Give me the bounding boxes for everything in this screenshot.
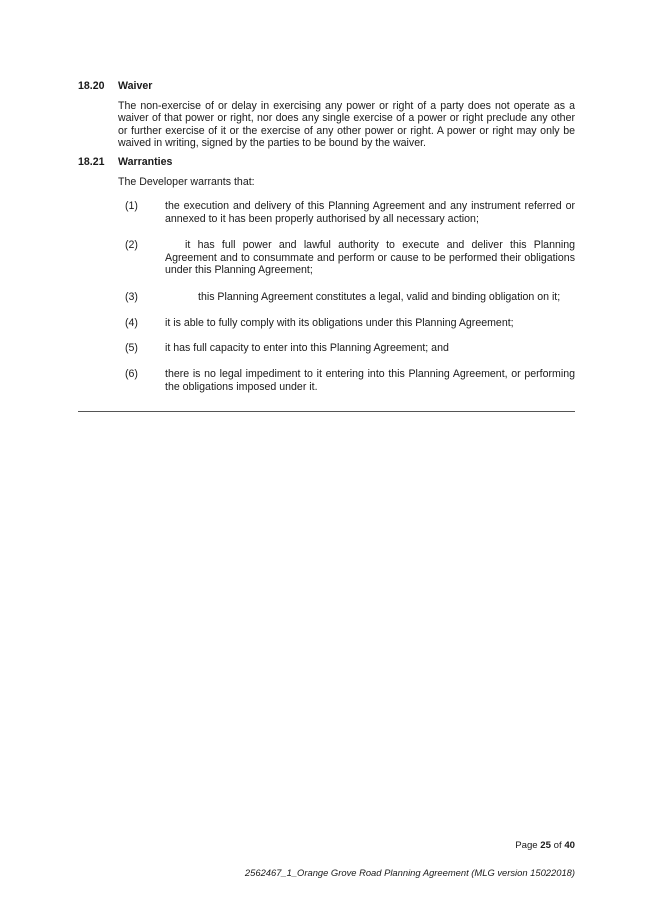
- list-item-marker: (2): [125, 239, 138, 251]
- list-item-text: this Planning Agreement constitutes a legal, valid and binding obligation on it;: [198, 291, 561, 303]
- list-item-text: it is able to fully comply with its obligations under this Planning Agreement;: [165, 317, 514, 329]
- section-title: Waiver: [118, 80, 153, 92]
- list-item: [118, 317, 575, 330]
- section-warranties: [78, 156, 575, 188]
- list-item: [118, 200, 575, 225]
- list-item: [118, 239, 575, 277]
- section-title: Warranties: [118, 156, 173, 168]
- section-waiver: [78, 80, 575, 150]
- list-item-marker: (1): [125, 200, 138, 212]
- section-heading: [78, 80, 575, 93]
- page-number: [515, 840, 575, 853]
- document-reference: 2562467_1_Orange Grove Road Planning Agreement (MLG version 15022018): [244, 867, 575, 878]
- list-item-marker: (3): [125, 291, 138, 303]
- list-item-text: it has full power and lawful authority to execute and deliver this Planning Agreement and to consummate and perform or cause to be performed their obligations under this Planning Agreement;: [165, 239, 575, 277]
- page-total: 40: [564, 840, 575, 851]
- page-current: 25: [540, 840, 551, 851]
- section-heading: [78, 156, 575, 169]
- section-number: 18.20: [78, 80, 105, 92]
- list-item-text: it has full capacity to enter into this Planning Agreement; and: [165, 342, 449, 354]
- list-item: [118, 368, 575, 393]
- page-of: of: [553, 840, 562, 851]
- list-item: [118, 342, 575, 355]
- list-item-marker: (6): [125, 368, 138, 380]
- list-item-text: there is no legal impediment to it entering into this Planning Agreement, or performing the obligations imposed under it.: [165, 368, 575, 393]
- section-body: The Developer warrants that:: [118, 175, 255, 188]
- list-item-marker: (5): [125, 342, 138, 354]
- section-divider: [78, 411, 575, 412]
- list-item: [118, 291, 575, 304]
- list-item-marker: (4): [125, 317, 138, 329]
- section-body: The non-exercise of or delay in exercising any power or right of a party does not operate as a waiver of that power or right, nor does any single exercise of a power or right preclude any other or further exercise of it or the exercise of any other power or right. A power or right may only be waived in writing, signed by the parties to be bound by the waiver.: [118, 99, 575, 150]
- section-number: 18.21: [78, 156, 105, 168]
- list-item-text: the execution and delivery of this Planning Agreement and any instrument referred or annexed to it has been properly authorised by all necessary action;: [165, 200, 575, 225]
- page-label: Page: [515, 840, 538, 851]
